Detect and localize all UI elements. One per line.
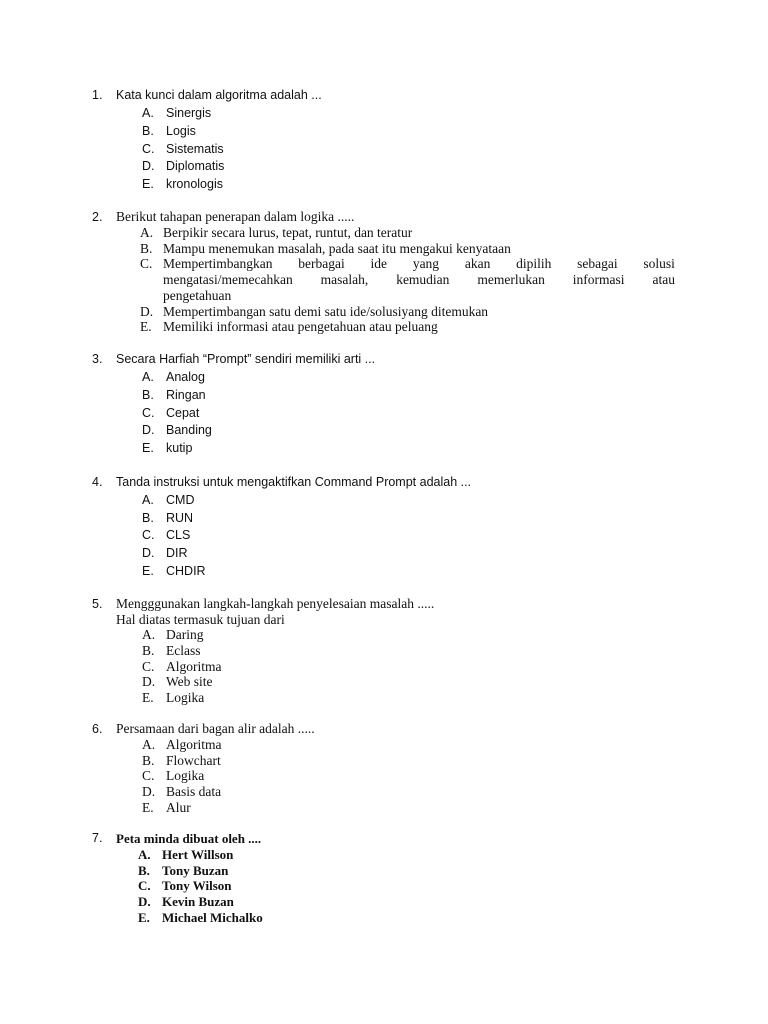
option-text-line <box>163 272 675 288</box>
option-letter: A. <box>142 493 154 507</box>
option-text: Sinergis <box>166 106 212 120</box>
option-letter: B. <box>142 124 154 138</box>
option-letter: A. <box>142 370 154 384</box>
question-text: Peta minda dibuat oleh .... <box>116 831 262 846</box>
option-letter: E. <box>142 690 154 705</box>
option-word: mengatasi/memecahkan <box>163 272 293 287</box>
option-letter: E. <box>138 910 150 925</box>
option-text: DIR <box>166 546 188 560</box>
option-letter: C. <box>142 406 155 420</box>
option-word: informasi <box>572 272 625 287</box>
option-word: solusi <box>643 256 675 271</box>
option-text: Algoritma <box>166 737 222 752</box>
option-text: Berpikir secara lurus, tepat, runtut, dan teratur <box>163 225 413 240</box>
option-text: Ringan <box>166 388 206 402</box>
question-text: Kata kunci dalam algoritma adalah ... <box>116 88 322 102</box>
option-text: Sistematis <box>166 142 224 156</box>
option-letter: B. <box>140 241 153 256</box>
option-text: pengetahuan <box>163 288 232 303</box>
option-text: Banding <box>166 423 212 437</box>
question-text-line-2: Hal diatas termasuk tujuan dari <box>116 612 285 627</box>
option-text: Daring <box>166 627 204 642</box>
option-letter: B. <box>142 753 155 768</box>
option-word: kemudian <box>396 272 450 287</box>
option-letter: C. <box>140 256 153 271</box>
option-word: atau <box>652 272 675 287</box>
option-letter: D. <box>142 159 155 173</box>
option-word: memerlukan <box>477 272 545 287</box>
option-text: Logis <box>166 124 196 138</box>
option-letter: D. <box>142 423 155 437</box>
question-number: 3. <box>92 352 103 366</box>
option-word: akan <box>464 256 491 271</box>
question-text: Berikut tahapan penerapan dalam logika ..... <box>116 209 355 224</box>
option-letter: A. <box>138 847 151 862</box>
option-text: Basis data <box>166 784 222 799</box>
option-letter: D. <box>140 304 154 319</box>
option-text: CHDIR <box>166 564 206 578</box>
option-text: Michael Michalko <box>162 910 263 925</box>
question-text: Tanda instruksi untuk mengaktifkan Command Prompt adalah ... <box>116 475 472 489</box>
option-text: Logika <box>166 768 205 783</box>
option-text: Kevin Buzan <box>162 894 234 909</box>
option-letter: B. <box>142 643 155 658</box>
option-letter: A. <box>142 106 154 120</box>
question-number: 7. <box>92 831 103 845</box>
option-letter: B. <box>138 863 150 878</box>
option-text: Hert Willson <box>162 847 234 862</box>
option-text: Mampu menemukan masalah, pada saat itu mengakui kenyataan <box>163 241 511 256</box>
option-text: kutip <box>166 441 193 455</box>
option-text: RUN <box>166 511 194 525</box>
question-text: Mengggunakan langkah-langkah penyelesaian masalah ..... <box>116 596 435 611</box>
option-text: Tony Wilson <box>162 878 232 893</box>
option-text: Alur <box>166 800 191 815</box>
question-number: 2. <box>92 210 103 224</box>
option-text: Analog <box>166 370 205 384</box>
option-letter: B. <box>142 388 154 402</box>
option-text: Diplomatis <box>166 159 225 173</box>
option-text: Web site <box>166 674 213 689</box>
option-letter: E. <box>142 564 154 578</box>
option-letter: E. <box>142 441 154 455</box>
option-letter: D. <box>142 674 156 689</box>
option-text: Cepat <box>166 406 200 420</box>
option-letter: C. <box>142 528 155 542</box>
option-letter: C. <box>142 768 155 783</box>
option-letter: D. <box>142 546 155 560</box>
option-letter: A. <box>142 627 156 642</box>
option-word: masalah, <box>320 272 369 287</box>
option-letter: A. <box>140 225 154 240</box>
option-letter: D. <box>142 784 156 799</box>
option-letter: C. <box>142 142 155 156</box>
option-text: CLS <box>166 528 191 542</box>
option-text: Mempertimbangan satu demi satu ide/solusiyang ditemukan <box>163 304 489 319</box>
option-word: sebagai <box>577 256 618 271</box>
question-text: Secara Harfiah “Prompt” sendiri memiliki arti ... <box>116 352 376 366</box>
option-letter: E. <box>142 800 154 815</box>
question-text: Persamaan dari bagan alir adalah ..... <box>116 721 315 736</box>
option-text: Tony Buzan <box>162 863 229 878</box>
option-word: ide <box>370 256 388 271</box>
question-number: 4. <box>92 475 103 489</box>
option-text: Memiliki informasi atau pengetahuan atau peluang <box>163 319 438 334</box>
option-letter: C. <box>142 659 155 674</box>
option-text: CMD <box>166 493 195 507</box>
option-word: berbagai <box>298 256 345 271</box>
option-letter: C. <box>138 878 151 893</box>
option-letter: E. <box>142 177 154 191</box>
option-letter: A. <box>142 737 156 752</box>
option-letter: E. <box>140 319 152 334</box>
option-text: Algoritma <box>166 659 222 674</box>
option-text: kronologis <box>166 177 223 191</box>
option-letter: D. <box>138 894 151 909</box>
option-letter: B. <box>142 511 154 525</box>
question-number: 1. <box>92 88 103 102</box>
option-word: yang <box>412 256 440 271</box>
option-text: Flowchart <box>166 753 221 768</box>
option-text: Logika <box>166 690 205 705</box>
question-number: 5. <box>92 597 103 611</box>
option-text-line <box>163 256 675 272</box>
option-word: dipilih <box>516 256 552 271</box>
question-number: 6. <box>92 722 103 736</box>
option-word: Mempertimbangkan <box>163 256 273 271</box>
option-text: Eclass <box>166 643 201 658</box>
